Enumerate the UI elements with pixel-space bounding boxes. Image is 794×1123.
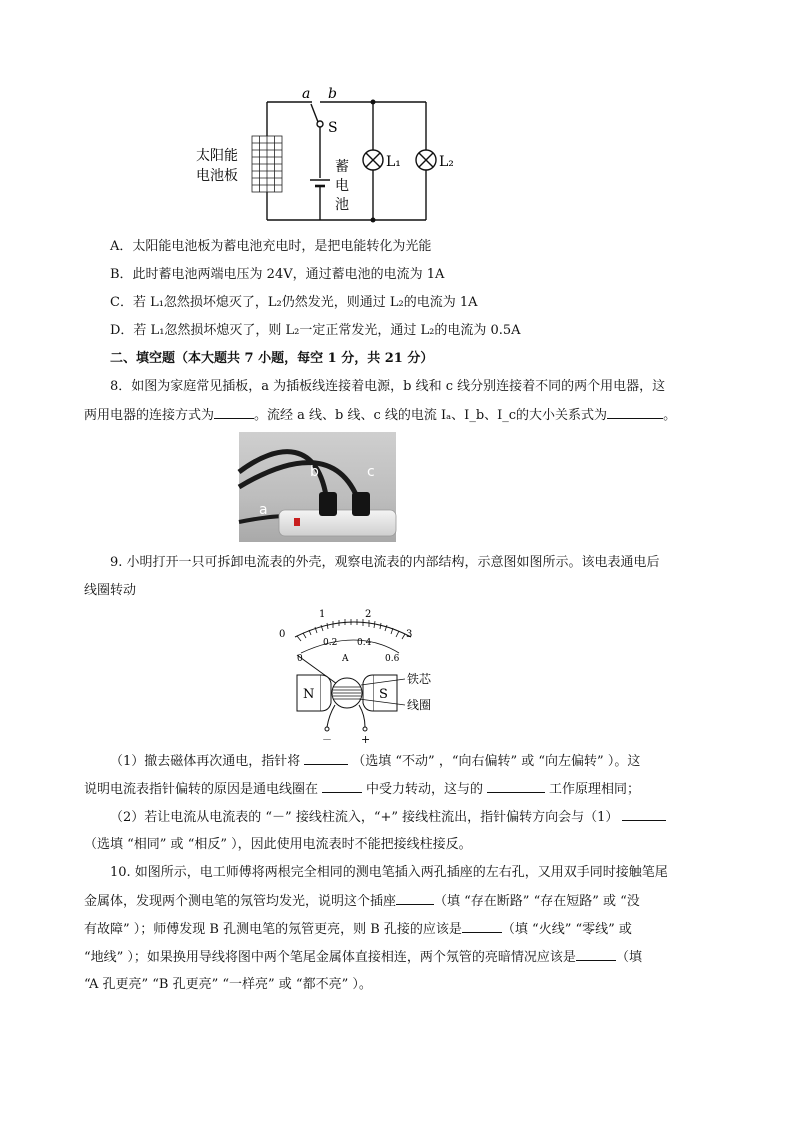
q10-blank-2[interactable] <box>462 920 502 933</box>
q9-sub2-line-2: （选填 “相同” 或 “相反” ），因此使用电流表时不能把接线柱接反。 <box>84 837 472 852</box>
q9-sub1-text-e: 工作原理相同； <box>549 782 641 797</box>
photo-label-b: b <box>310 464 319 480</box>
scale-bottom-3: 0.6 <box>385 654 400 664</box>
q9-sub2-line-1 <box>110 808 666 827</box>
q8-text-c: 。 <box>663 408 677 423</box>
switch-label-b: b <box>328 86 337 102</box>
q8-line-2 <box>84 406 676 425</box>
photo-label-c: c <box>367 464 375 480</box>
q10-blank-1[interactable] <box>396 892 434 905</box>
q10-text-b: （填 “存在断路” “存在短路” 或 “没 <box>434 894 640 909</box>
q10-line-3 <box>84 920 632 939</box>
battery-label-2: 电 <box>335 178 349 194</box>
battery-label-3: 池 <box>335 197 349 213</box>
iron-core-label: 铁芯 <box>407 672 432 686</box>
q9-line-1: 9. 小明打开一只可拆卸电流表的外壳，观察电流表的内部结构，示意图如图所示。该电表通电后 <box>110 555 660 570</box>
scale-bottom-0: 0 <box>297 654 303 664</box>
scale-bottom-1: 0.2 <box>323 638 338 648</box>
q9-blank-3[interactable] <box>487 780 545 793</box>
terminal-minus: － <box>322 735 332 746</box>
q7-option-d: D．若 L₁忽然损坏熄灭了，则 L₂一定正常发光，通过 L₂的电流为 0.5A <box>110 323 521 338</box>
q9-blank-2[interactable] <box>322 780 362 793</box>
q8-text-a: 两用电器的连接方式为 <box>84 408 215 423</box>
q9-blank-1[interactable] <box>304 752 348 765</box>
solar-panel-label-1: 太阳能 <box>196 148 238 164</box>
q10-text-e: “地线” ）；如果换用导线将图中两个笔尾金属体直接相连，两个氖管的亮暗情况应该是 <box>84 950 576 965</box>
scale-top-0: 0 <box>279 629 286 640</box>
scale-unit: A <box>342 654 349 664</box>
q10-line-2 <box>84 892 640 911</box>
q10-text-f: （填 <box>615 950 642 965</box>
q9-sub1-text-d: 中受力转动，这与的 <box>366 782 484 797</box>
magnet-n-label: N <box>303 687 315 702</box>
ammeter-diagram <box>275 605 445 745</box>
q7-option-c: C．若 L₁忽然损坏熄灭了，L₂仍然发光，则通过 L₂的电流为 1A <box>110 295 478 310</box>
q8-blank-2[interactable] <box>607 406 663 419</box>
q9-sub1-line-2 <box>84 780 640 799</box>
q10-text-c: 有故障” ）；师傅发现 B 孔测电笔的氖管更亮，则 B 孔接的应该是 <box>84 922 462 937</box>
scale-bottom-2: 0.4 <box>357 638 372 648</box>
scale-top-2: 2 <box>365 609 372 620</box>
terminal-plus: + <box>361 733 371 746</box>
q8-blank-1[interactable] <box>214 406 254 419</box>
q10-blank-3[interactable] <box>576 948 616 961</box>
q7-option-b: B．此时蓄电池两端电压为 24V，通过蓄电池的电流为 1A <box>110 267 445 282</box>
q10-text-d: （填 “火线” “零线” 或 <box>501 922 632 937</box>
battery-label-1: 蓄 <box>335 159 349 175</box>
q9-sub1-text-a: （1）撤去磁体再次通电，指针将 <box>110 754 301 769</box>
q9-line-2: 线圈转动 <box>84 583 137 598</box>
coil-label: 线圈 <box>407 698 432 712</box>
scale-top-3: 3 <box>406 629 413 640</box>
solar-circuit-diagram <box>190 80 454 230</box>
q7-option-a: A．太阳能电池板为蓄电池充电时，是把电能转化为光能 <box>110 239 432 254</box>
section-title: 二、填空题（本大题共 7 小题，每空 1 分，共 21 分） <box>110 351 434 366</box>
solar-panel-label-2: 电池板 <box>196 168 238 184</box>
q10-line-1: 10. 如图所示，电工师傅将两根完全相同的测电笔插入两孔插座的左右孔，又用双手同时接触笔尾 <box>110 865 668 880</box>
q9-sub2-text-a: （2）若让电流从电流表的 “－” 接线柱流入，“+” 接线柱流出，指针偏转方向会与（1） <box>110 810 619 825</box>
q8-text-b: 。流经 a 线、b 线、c 线的电流 Iₐ、I_b、I_c的大小关系式为 <box>254 408 608 423</box>
switch-label-a: a <box>302 86 311 102</box>
q9-sub1-text-b: （选填 “不动” ，“向右偏转” 或 “向左偏转” ）。这 <box>352 754 641 769</box>
q10-text-a: 金属体，发现两个测电笔的氖管均发光，说明这个插座 <box>84 894 397 909</box>
magnet-s-label: S <box>379 687 388 702</box>
switch-label-s: S <box>328 120 338 136</box>
q10-line-5: “A 孔更亮” “B 孔更亮” “一样亮” 或 “都不亮” ）。 <box>84 977 372 992</box>
q9-sub1-line-1 <box>110 752 640 771</box>
photo-label-a: a <box>259 502 268 518</box>
lamp-label-l1: L₁ <box>386 154 401 170</box>
q9-sub1-text-c: 说明电流表指针偏转的原因是通电线圈在 <box>84 782 319 797</box>
q9-blank-4[interactable] <box>622 808 666 821</box>
q8-line-1: 8．如图为家庭常见插板，a 为插板线连接着电源，b 线和 c 线分别连接着不同的两个用电器，这 <box>110 379 666 394</box>
power-strip-photo <box>239 432 396 542</box>
lamp-label-l2: L₂ <box>439 154 454 170</box>
scale-top-1: 1 <box>319 609 326 620</box>
q10-line-4 <box>84 948 642 967</box>
